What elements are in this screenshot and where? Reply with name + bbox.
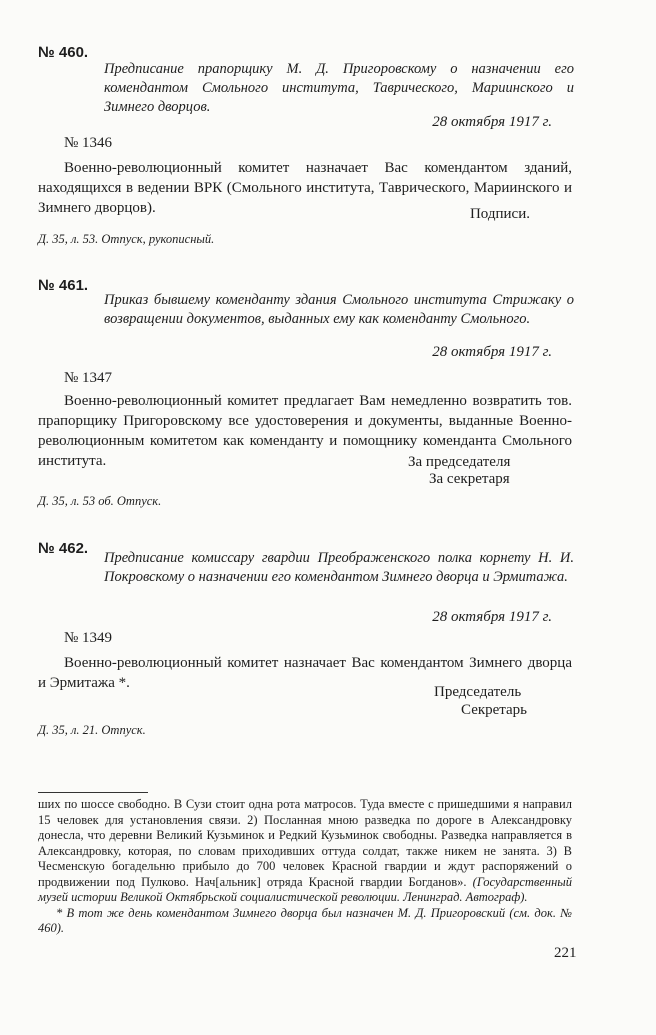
- footnote-continuation-text: ших по шоссе свободно. В Сузи стоит одна рота матросов. Туда вместе с пришедшими я направил 15 человек для установления связи. 2) Посланная мною разведка по дороге в Александровку донесла, что деревни Великий Кузьминок и Редкий Кузьминок свободны. Разведка направляется в Александровку, которая, по словам приходивших оттуда солдат, также никем не занята. 3) В Чесменскую богадельню прибыло до 700 человек Красной гвардии и ждут распоряжений о продвижении под Пулково. Нач[альник] отряда Красной гвардии Богданов».: [38, 797, 572, 889]
- doc-461-order-number: № 1347: [64, 370, 113, 386]
- footnotes: [38, 797, 572, 937]
- doc-462-sign-secretary: Секретарь: [461, 702, 528, 718]
- doc-461-source: Д. 35, л. 53 об. Отпуск.: [38, 494, 162, 508]
- doc-460-order-number: № 1346: [64, 135, 113, 151]
- doc-460-number: № 460.: [38, 44, 89, 61]
- footnote-continuation-reference: (Государственный музей истории Великой Октябрьской социалистической революции. Ленинград. Автограф).: [38, 874, 572, 904]
- doc-462-sign-chairman: Председатель: [434, 684, 522, 700]
- doc-461-date: 28 октября 1917 г.: [432, 344, 552, 360]
- doc-462-number: № 462.: [38, 540, 89, 557]
- doc-461-sign-secretary: За секретаря: [429, 471, 510, 487]
- footnote-asterisk: [38, 906, 572, 937]
- doc-462-order-number: № 1349: [64, 630, 113, 646]
- doc-461-body: Военно-революционный комитет предлагает Вам немедленно возвратить тов. прапорщику Пригоровскому все удостоверения и документы, выданные Военно-революционным комитетом как коменданту и помощнику коменданта Смольного института.: [38, 393, 572, 469]
- doc-460-date: 28 октября 1917 г.: [432, 114, 552, 130]
- footnote-asterisk-text: * В тот же день комендантом Зимнего дворца был назначен М. Д. Пригоровский (см. док. № 460).: [38, 905, 572, 935]
- doc-460-source: Д. 35, л. 53. Отпуск, рукописный.: [38, 232, 215, 246]
- doc-461-title: Приказ бывшему коменданту здания Смольного института Стрижаку о возвращении документов, выданных ему как коменданту Смольного.: [104, 292, 574, 327]
- doc-462-source: Д. 35, л. 21. Отпуск.: [38, 723, 146, 737]
- doc-461-sign-chairman: За председателя: [408, 454, 511, 470]
- doc-460-body: Военно-революционный комитет назначает Вас комендантом зданий, находящихся в ведении ВРК (Смольного института, Таврического, Мариинского и Зимнего дворцов).: [38, 160, 572, 216]
- footnote-divider: [38, 792, 148, 793]
- doc-460-title: Предписание прапорщику М. Д. Пригоровскому о назначении его комендантом Смольного института, Таврического, Мариинского и Зимнего дворцов.: [104, 61, 574, 115]
- footnote-continuation: [38, 797, 572, 906]
- doc-462-title: Предписание комиссару гвардии Преображенского полка корнету Н. И. Покровскому о назначении его комендантом Зимнего дворца и Эрмитажа.: [104, 550, 574, 585]
- page-number: 221: [554, 945, 577, 961]
- doc-461-number: № 461.: [38, 277, 89, 294]
- doc-462-date: 28 октября 1917 г.: [432, 609, 552, 625]
- doc-462-body: Военно-революционный комитет назначает Вас комендантом Зимнего дворца и Эрмитажа *.: [38, 655, 572, 691]
- doc-460-signature: Подписи.: [469, 206, 530, 222]
